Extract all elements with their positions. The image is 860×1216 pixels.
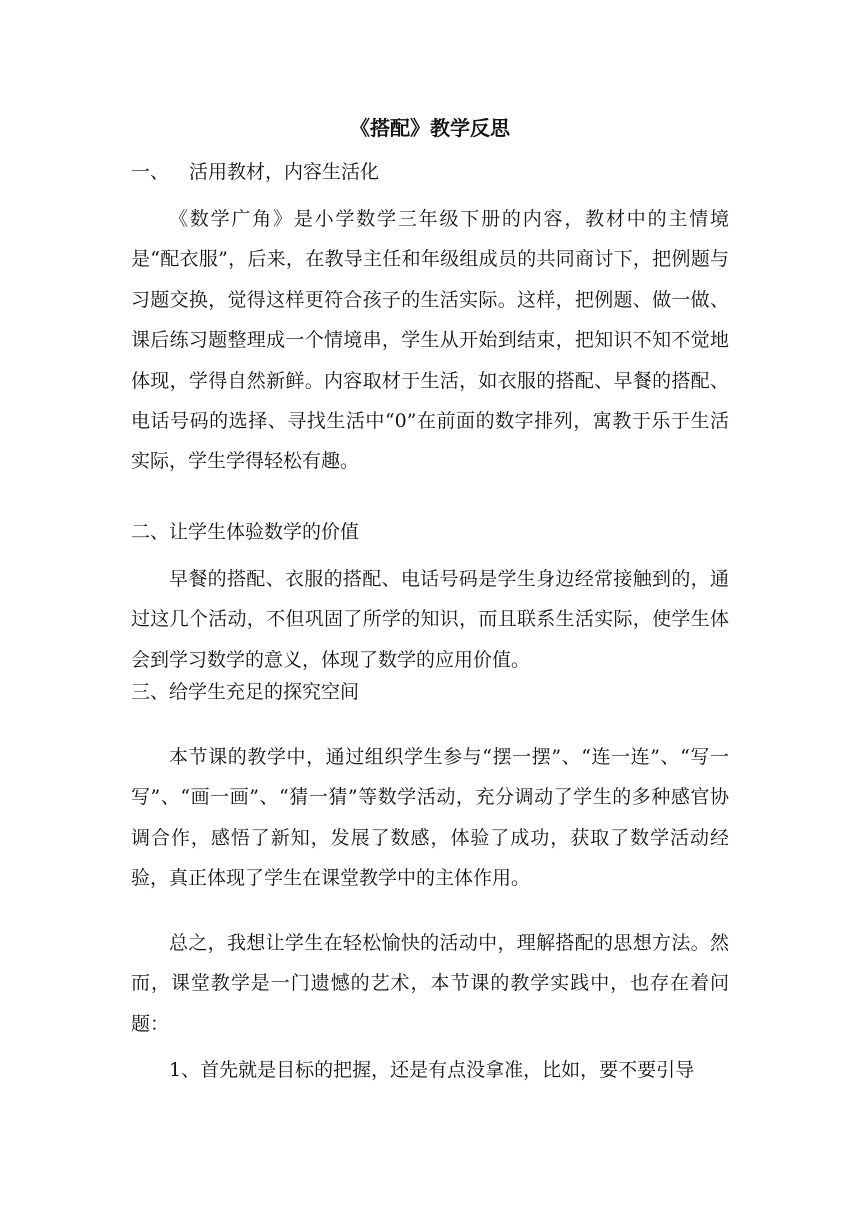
paragraph-section-3: 本节课的教学中，通过组织学生参与“摆一摆”、“连一连”、“写一写”、“画一画”、“猜一猜”等数学活动，充分调动了学生的多种感官协调合作，感悟了新知，发展了数感，体验了成功，获取了数学活动经验，真正体现了学生在课堂教学中的主体作用。 — [131, 746, 729, 890]
section-heading-1 — [131, 159, 379, 185]
section-heading-3: 三、给学生充足的探究空间 — [131, 681, 360, 703]
section-heading-2: 二、让学生体验数学的价值 — [131, 521, 360, 543]
paragraph-section-2: 早餐的搭配、衣服的搭配、电话号码是学生身边经常接触到的，通过这几个活动，不但巩固了所学的知识，而且联系生活实际，使学生体会到学习数学的意义，体现了数学的应用价值。 — [131, 568, 729, 671]
document-title: 《搭配》教学反思 — [350, 116, 510, 140]
paragraph-section-1: 《数学广角》是小学数学三年级下册的内容，教材中的主情境是“配衣服”，后来，在教导主任和年级组成员的共同商讨下，把例题与习题交换，觉得这样更符合孩子的生活实际。这样，把例题、做一做、课后练习题整理成一个情境串，学生从开始到结束，把知识不知不觉地体现，学得自然新鲜。内容取材于生活，如衣服的搭配、早餐的搭配、电话号码的选择、寻找生活中“0”在前面的数字排列，寓教于乐于生活实际，学生学得轻松有趣。 — [131, 208, 729, 473]
section-heading-text-1: 活用教材，内容生活化 — [189, 161, 380, 183]
paragraph-problem-1: 1、首先就是目标的把握，还是有点没拿准，比如，要不要引导 — [169, 1059, 695, 1081]
section-number-1: 一、 — [131, 161, 170, 183]
paragraph-conclusion: 总之，我想让学生在轻松愉快的活动中，理解搭配的思想方法。然而，课堂教学是一门遗憾的艺术，本节课的教学实践中，也存在着问题： — [131, 932, 729, 1035]
